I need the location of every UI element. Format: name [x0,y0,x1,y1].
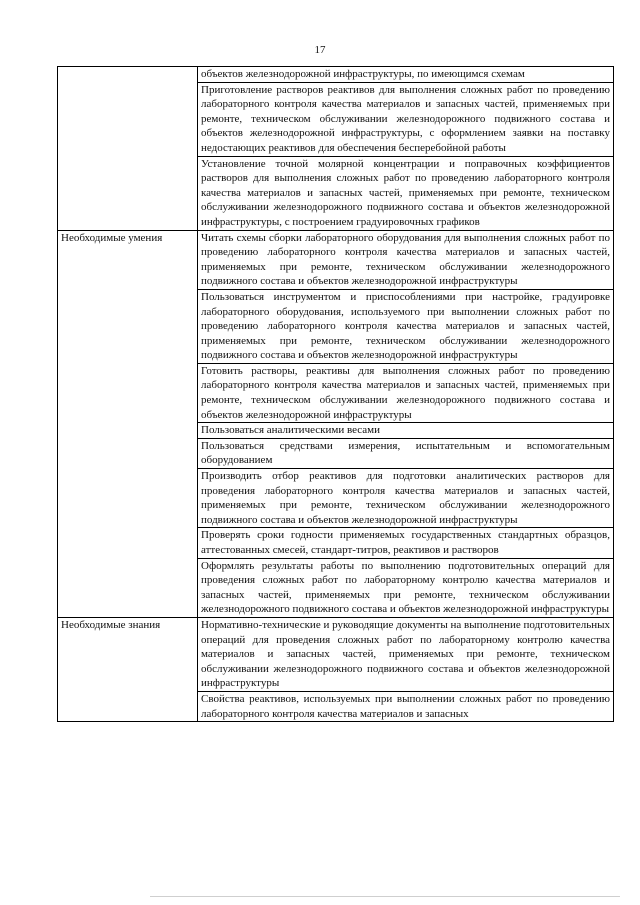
requirement-text: Пользоваться аналитическими весами [198,423,614,439]
requirement-text: Производить отбор реактивов для подготовки аналитических растворов для проведения лабораторного контроля качества материалов и запасных частей, применяемых при ремонте, техническом обслуживании железнодорожного подвижного состава и объектов железнодорожной инфраструктуры [198,469,614,528]
requirement-text: Проверять сроки годности применяемых государственных стандартных образцов, аттестованных смесей, стандарт-титров, реактивов и растворов [198,528,614,558]
requirement-text: Пользоваться инструментом и приспособлениями при настройке, градуировке лабораторного оборудования, используемого при выполнении сложных работ по проведению лабораторного контроля качества материалов и запасных частей, применяемых при ремонте, техническом обслуживании железнодорожного подвижного состава и объектов железнодорожной инфраструктуры [198,289,614,363]
requirement-text: Приготовление растворов реактивов для выполнения сложных работ по проведению лабораторного контроля качества материалов и запасных частей, применяемых при ремонте, техническом обслуживании железнодорожного подвижного состава и объектов железнодорожной инфраструктуры, с оформлением заявки на поставку недостающих реактивов для обеспечения бесперебойной работы [198,82,614,156]
requirement-text: Пользоваться средствами измерения, испытательным и вспомогательным оборудованием [198,438,614,468]
requirement-text: объектов железнодорожной инфраструктуры, по имеющимся схемам [198,67,614,83]
requirement-text: Нормативно-технические и руководящие документы на выполнение подготовительных операций для проведения сложных работ по лабораторному контролю качества материалов и запасных частей, применяемых при ремонте, техническом обслуживании железнодорожного подвижного состава и объектов железнодорожной инфраструктуры [198,617,614,691]
table-row [58,67,614,83]
requirement-text: Готовить растворы, реактивы для выполнения сложных работ по проведению лабораторного контроля качества материалов и запасных частей, применяемых при ремонте, техническом обслуживании железнодорожного подвижного состава и объектов железнодорожной инфраструктуры [198,363,614,422]
requirement-text: Читать схемы сборки лабораторного оборудования для выполнения сложных работ по проведению лабораторного контроля качества материалов и запасных частей, применяемых при ремонте, техническом обслуживании железнодорожного подвижного состава и объектов железнодорожной инфраструктуры [198,230,614,289]
requirement-text: Свойства реактивов, используемых при выполнении сложных работ по проведению лабораторного контроля качества материалов и запасных [198,691,614,721]
table-row [58,230,614,289]
section-label: Необходимые умения [58,230,198,617]
page-number: 17 [314,44,326,56]
requirement-text: Оформлять результаты работы по выполнению подготовительных операций для проведения сложных работ по лабораторному контролю качества материалов и запасных частей, применяемых при ремонте, техническом обслуживании железнодорожного подвижного состава и объектов железнодорожной инфраструктуры [198,558,614,617]
requirement-text: Установление точной молярной концентрации и поправочных коэффициентов растворов для выполнения сложных работ по проведению лабораторного контроля качества материалов и запасных частей, применяемых при ремонте, техническом обслуживании железнодорожного подвижного состава и объектов железнодорожной инфраструктуры, с построением градуировочных графиков [198,156,614,230]
table-body [58,67,614,722]
section-label: Необходимые знания [58,617,198,721]
table-row [58,617,614,691]
requirements-table [57,66,614,722]
section-label [58,67,198,231]
scan-edge-line [150,896,620,897]
